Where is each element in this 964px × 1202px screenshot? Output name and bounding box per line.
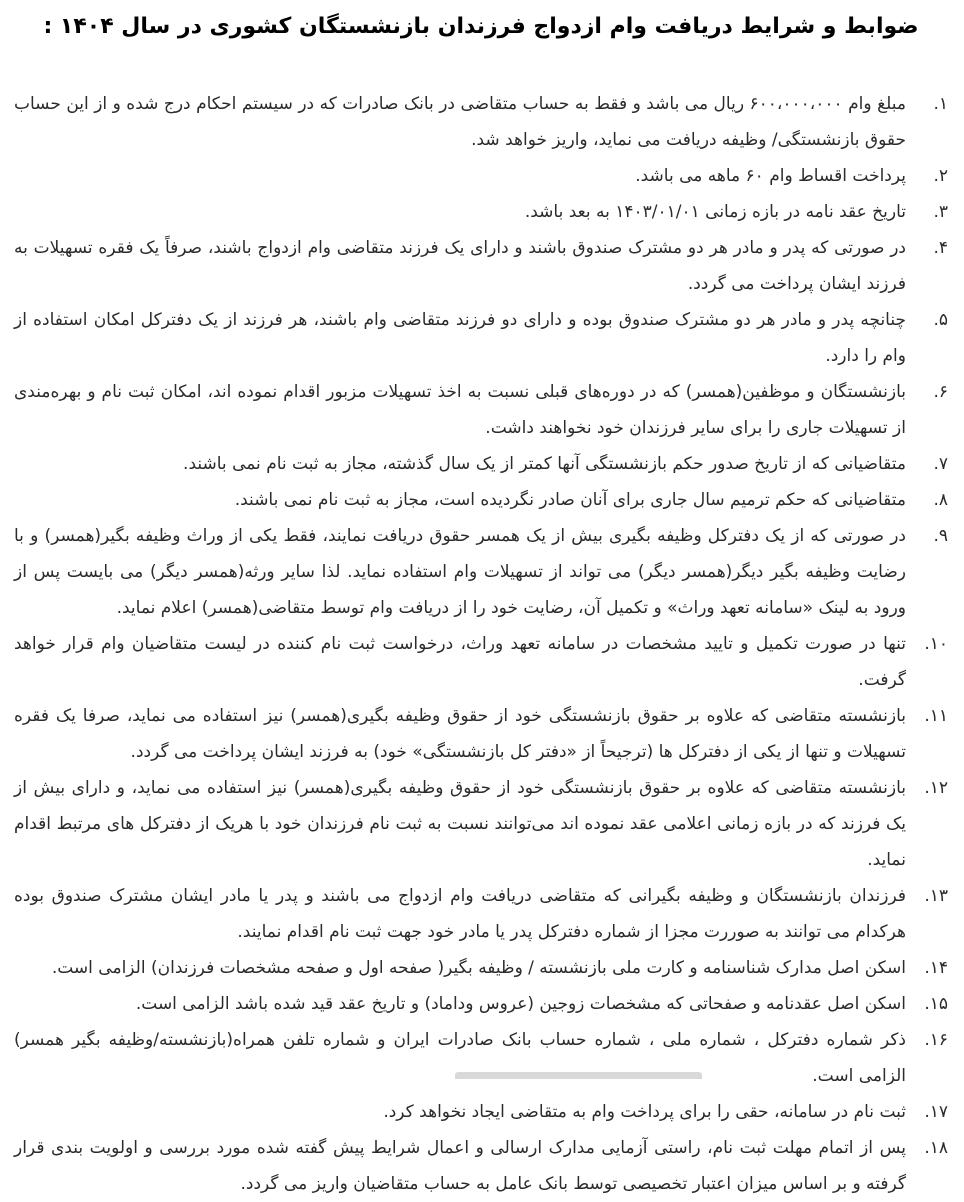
list-item xyxy=(14,1094,948,1130)
item-number-gap xyxy=(906,302,918,374)
item-text: متقاضیانی که حکم ترمیم سال جاری برای آنان صادر نگردیده است، مجاز به ثبت نام نمی باشند. xyxy=(234,490,906,510)
item-number: ۴. xyxy=(933,238,948,258)
list-item xyxy=(14,770,948,878)
item-number-gap xyxy=(906,986,918,1022)
item-text: اسکن اصل مدارک شناسنامه و کارت ملی بازنشسته / وظیفه بگیر( صفحه اول و صفحه مشخصات فرزندان) الزامی است. xyxy=(51,958,906,978)
item-text: بازنشستگان و موظفین(همسر) که در دوره‌های قبلی نسبت به اخذ تسهیلات مزبور اقدام نموده اند، امکان ثبت نام و بهره‌مندی از تسهیلات جاری را برای سایر فرزندان خود نخواهند داشت. xyxy=(14,382,906,438)
item-number-gap xyxy=(906,374,918,446)
item-number: ۱۶. xyxy=(924,1030,948,1050)
item-number-gap xyxy=(906,626,918,698)
list-item xyxy=(14,950,948,986)
item-text: متقاضیانی که از تاریخ صدور حکم بازنشستگی آنها کمتر از یک سال گذشته، مجاز به ثبت نام نمی باشند. xyxy=(183,454,906,474)
item-number: ۷. xyxy=(933,454,948,474)
item-number: ۱۳. xyxy=(924,886,948,906)
item-number: ۵. xyxy=(933,310,948,330)
list-item xyxy=(14,1022,948,1094)
item-number: ۱۵. xyxy=(924,994,948,1014)
item-number: ۸. xyxy=(933,490,948,510)
item-text: پرداخت اقساط وام ۶۰ ماهه می باشد. xyxy=(635,166,906,186)
item-number-gap xyxy=(906,86,918,158)
item-number-gap xyxy=(906,482,918,518)
list-item xyxy=(14,986,948,1022)
item-number: ۱۱. xyxy=(924,706,948,726)
list-item xyxy=(14,626,948,698)
item-text: مبلغ وام ۶۰۰،۰۰۰،۰۰۰ ریال می باشد و فقط به حساب متقاضی در بانک صادرات که در سیستم احکام درج شده و از این حساب حقوق بازنشستگی/ وظیفه دریافت می نماید، واریز خواهد شد. xyxy=(14,94,906,150)
list-item xyxy=(14,446,948,482)
item-number: ۱۷. xyxy=(924,1102,948,1122)
item-text: پس از اتمام مهلت ثبت نام، راستی آزمایی مدارک ارسالی و اعمال شرایط پیش گفته شده مورد بررسی و اولویت بندی قرار گرفته و بر اساس میزان اعتبار تخصیصی توسط بانک عامل به حساب متقاضیان واریز می گردد. xyxy=(14,1138,906,1194)
list-item xyxy=(14,302,948,374)
item-number-gap xyxy=(906,446,918,482)
list-item xyxy=(14,698,948,770)
item-number: ۲. xyxy=(933,166,948,186)
item-number-gap xyxy=(906,1130,918,1202)
item-number: ۱۰. xyxy=(924,634,948,654)
item-number-gap xyxy=(906,518,918,626)
terms-list xyxy=(14,86,948,1202)
list-item xyxy=(14,482,948,518)
item-text: چنانچه پدر و مادر هر دو مشترک صندوق بوده و دارای دو فرزند متقاضی وام باشند، هر فرزند از یک دفترکل امکان استفاده از وام را دارد. xyxy=(14,310,906,366)
item-text: اسکن اصل عقدنامه و صفحاتی که مشخصات زوجین (عروس وداماد) و تاریخ عقد قید شده باشد الزامی است. xyxy=(135,994,906,1014)
list-item xyxy=(14,86,948,158)
item-number: ۹. xyxy=(933,526,948,546)
item-number-gap xyxy=(906,1094,918,1130)
item-number: ۱۲. xyxy=(924,778,948,798)
item-number-gap xyxy=(906,230,918,302)
item-number-gap xyxy=(906,950,918,986)
item-number-gap xyxy=(906,1022,918,1094)
item-number-gap xyxy=(906,158,918,194)
list-item xyxy=(14,230,948,302)
item-number-gap xyxy=(906,194,918,230)
list-item xyxy=(14,374,948,446)
item-number: ۱۴. xyxy=(924,958,948,978)
item-text: بازنشسته متقاضی که علاوه بر حقوق بازنشستگی خود از حقوق وظیفه بگیری(همسر) نیز استفاده می نماید، و دارای بیش از یک فرزند که در بازه زمانی اعلامی عقد نموده اند می‌توانند نسبت به ثبت نام فرزندان خود با هریک از دفترکل های مرتبط اقدام نماید. xyxy=(14,778,906,870)
list-item xyxy=(14,1130,948,1202)
item-number: ۱۸. xyxy=(924,1138,948,1158)
list-item xyxy=(14,518,948,626)
item-text: در صورتی که از یک دفترکل وظیفه بگیری بیش از یک همسر حقوق دریافت نمایند، فقط یکی از وراث وظیفه بگیر(همسر) و با رضایت وظیفه بگیر دیگر(همسر دیگر) می تواند از تسهیلات وام استفاده نماید. لذا سایر ورثه(همسر دیگر) می بایست پس از ورود به لینک «سامانه تعهد وراث» و تکمیل آن، رضایت خود را از دریافت وام توسط متقاضی(همسر) اعلام نماید. xyxy=(14,526,906,618)
item-text: ذکر شماره دفترکل ، شماره ملی ، شماره حساب بانک صادرات ایران و شماره تلفن همراه(بازنشسته/وظیفه بگیر همسر) الزامی است. xyxy=(14,1030,906,1086)
item-number: ۶. xyxy=(933,382,948,402)
list-item xyxy=(14,158,948,194)
item-text: بازنشسته متقاضی که علاوه بر حقوق بازنشستگی خود از حقوق وظیفه بگیری(همسر) نیز استفاده می نماید، صرفا یک فقره تسهیلات و تنها از یکی از دفترکل ها (ترجیحاً از «دفتر کل بازنشستگی» خود) به فرزند ایشان پرداخت می گردد. xyxy=(14,706,906,762)
page-title: ضوابط و شرایط دریافت وام ازدواج فرزندان بازنشستگان کشوری در سال ۱۴۰۴ : xyxy=(43,14,919,39)
item-number: ۳. xyxy=(933,202,948,222)
list-item xyxy=(14,194,948,230)
list-item xyxy=(14,878,948,950)
item-text: تاریخ عقد نامه در بازه زمانی ۱۴۰۳/۰۱/۰۱ به بعد باشد. xyxy=(524,202,906,222)
item-number: ۱. xyxy=(933,94,948,114)
item-text: ثبت نام در سامانه، حقی را برای پرداخت وام به متقاضی ایجاد نخواهد کرد. xyxy=(383,1102,906,1122)
item-number-gap xyxy=(906,698,918,770)
item-text: در صورتی که پدر و مادر هر دو مشترک صندوق باشند و دارای یک فرزند متقاضی وام ازدواج باشند، صرفاً یک فقره تسهیلات به فرزند ایشان پرداخت می گردد. xyxy=(14,238,906,294)
item-text: تنها در صورت تکمیل و تایید مشخصات در سامانه تعهد وراث، درخواست ثبت نام کننده در لیست متقاضیان وام قرار خواهد گرفت. xyxy=(14,634,906,690)
item-number-gap xyxy=(906,770,918,878)
item-text: فرزندان بازنشستگان و وظیفه بگیرانی که متقاضی دریافت وام ازدواج می باشند و پدر یا مادر ایشان مشترک صندوق بوده هرکدام می توانند به صوررت مجزا از شماره دفترکل پدر یا مادر خود جهت ثبت نام اقدام نمایند. xyxy=(14,886,906,942)
item-number-gap xyxy=(906,878,918,950)
cutoff-element xyxy=(455,1072,702,1079)
